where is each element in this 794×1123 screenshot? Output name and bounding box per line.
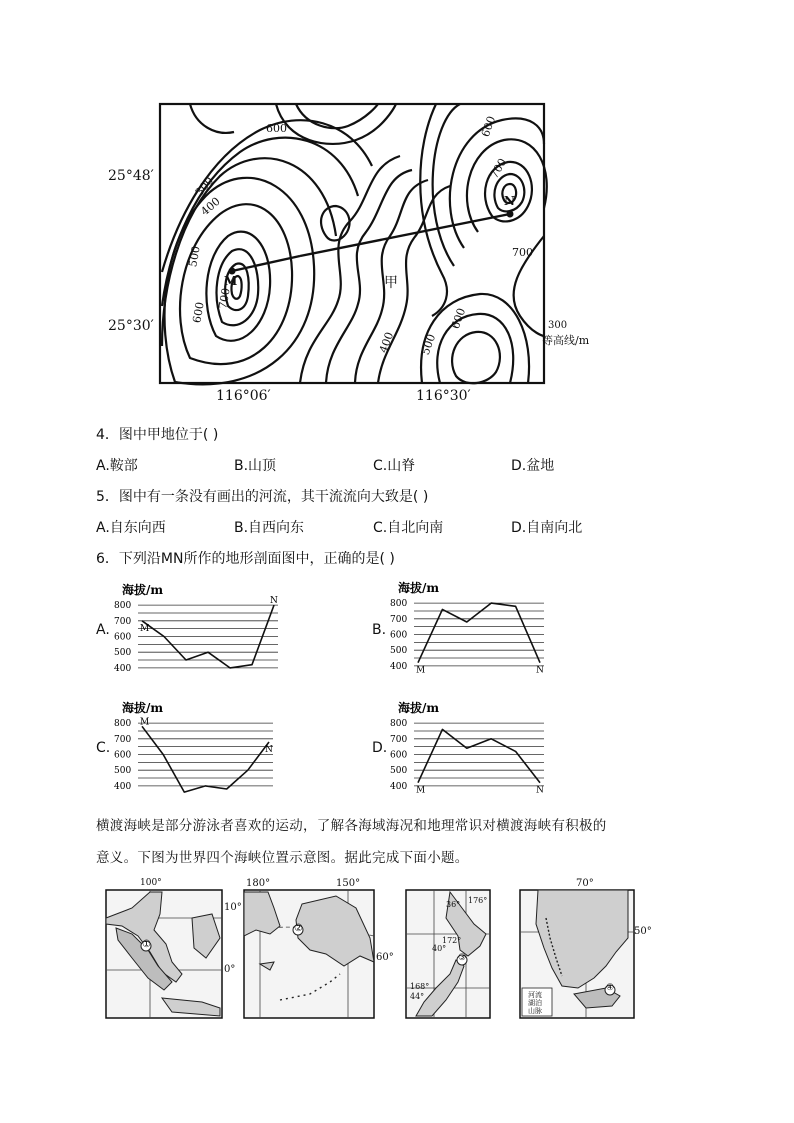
tick-label: 400 xyxy=(390,781,408,792)
tick-label: 600 xyxy=(390,750,408,761)
map1-lat-bottom: 0° xyxy=(224,964,236,975)
point-n-dot xyxy=(507,211,514,218)
tick-label: 700 xyxy=(390,734,408,745)
q6-option-b-label[interactable]: B. xyxy=(372,622,387,638)
map4-mark: ④ xyxy=(606,983,615,993)
map2-lat: 60° xyxy=(376,952,394,963)
contour-label-600-top: 600 xyxy=(266,122,287,135)
tick-label: 400 xyxy=(390,661,408,672)
lat-top-label: 25°48′ xyxy=(108,168,154,184)
map3-mark: ③ xyxy=(458,953,467,963)
question-5-stem: 5．图中有一条没有画出的河流，其干流流向大致是( ) xyxy=(96,489,429,505)
contour-label-600: 600 xyxy=(190,301,207,324)
map2-lon-left: 180° xyxy=(246,878,271,889)
profile-chart-c xyxy=(112,698,277,793)
profile_c-svg xyxy=(112,698,277,793)
q4-option-c[interactable]: C.山脊 xyxy=(373,458,416,474)
profile-chart-d xyxy=(388,698,548,793)
strait-map-3 xyxy=(402,878,502,1022)
legend-text: 等高线/m xyxy=(542,334,590,347)
tick-label: 800 xyxy=(114,601,132,612)
legend-value: 300 xyxy=(548,320,568,331)
point-m-label: M xyxy=(224,274,238,288)
contour-label-400: 400 xyxy=(198,194,223,219)
profile-chart-b xyxy=(388,578,548,673)
lon-right-label: 116°30′ xyxy=(416,388,471,404)
q5-option-a[interactable]: A.自东向西 xyxy=(96,520,166,536)
tick-label: 400 xyxy=(114,663,132,674)
contour-label-500-s: 500 xyxy=(418,332,439,357)
profile-m-label: M xyxy=(416,785,426,793)
profile-n-label: N xyxy=(536,665,544,673)
contour-label-300: 300 xyxy=(192,174,217,199)
map2-lon-right: 150° xyxy=(336,878,361,889)
map4-legend-river: 河流 xyxy=(528,991,542,999)
map1-lat-top: 10° xyxy=(224,902,242,913)
tick-label: 600 xyxy=(114,750,132,761)
profile-m-label: M xyxy=(416,665,426,673)
profile_a-svg xyxy=(112,580,282,675)
lon-left-label: 116°06′ xyxy=(216,388,271,404)
lat-bottom-label: 25°30′ xyxy=(108,318,154,334)
q6-option-a-label[interactable]: A. xyxy=(96,622,110,638)
profile-title: 海拔/m xyxy=(122,583,164,597)
place-jia-label: 甲 xyxy=(384,275,398,291)
tick-label: 700 xyxy=(114,734,132,745)
profile-n-label: N xyxy=(536,785,544,793)
tick-label: 700 xyxy=(114,616,132,627)
profile_b-svg xyxy=(388,578,548,673)
tick-label: 400 xyxy=(114,781,132,792)
q6-option-c-label[interactable]: C. xyxy=(96,740,111,756)
map4-lon: 70° xyxy=(576,878,594,889)
strait-map-1-svg xyxy=(102,878,242,1022)
question-6-stem: 6．下列沿MN所作的地形剖面图中，正确的是( ) xyxy=(96,551,395,567)
tick-label: 800 xyxy=(390,599,408,610)
tick-label: 800 xyxy=(390,719,408,730)
tick-label: 800 xyxy=(114,719,132,730)
profile-title: 海拔/m xyxy=(398,581,440,595)
contour-label-700-e: 700 xyxy=(512,246,533,259)
profile-n-label: N xyxy=(270,596,278,607)
profile-line xyxy=(418,603,540,663)
contour-map xyxy=(100,96,610,408)
contour-map-svg xyxy=(100,96,610,408)
tick-label: 500 xyxy=(114,648,132,659)
profile-title: 海拔/m xyxy=(398,701,440,715)
tick-label: 700 xyxy=(390,614,408,625)
strait-map-1 xyxy=(102,878,242,1022)
question-4-stem: 4．图中甲地位于( ) xyxy=(96,427,219,443)
strait-map-2-svg xyxy=(240,878,398,1022)
map3-lon-bottom: 168° xyxy=(410,982,430,991)
profile-line xyxy=(142,726,269,792)
contour-label-600-s: 600 xyxy=(448,306,469,331)
q4-option-b[interactable]: B.山顶 xyxy=(234,458,277,474)
q5-option-b[interactable]: B.自西向东 xyxy=(234,520,305,536)
point-n-label: N xyxy=(504,194,515,208)
profile-title: 海拔/m xyxy=(122,701,164,715)
profile-n-label: N xyxy=(265,744,273,755)
map4-legend-mountain: 山脉 xyxy=(528,1007,542,1015)
map3-lat-mid: 40° xyxy=(432,944,447,953)
strait-map-2 xyxy=(240,878,398,1022)
contour-label-500: 500 xyxy=(186,245,203,268)
map1-lon: 100° xyxy=(140,878,162,888)
map3-lon-mid: 172° xyxy=(442,936,462,945)
map4-legend-lake: 湖泊 xyxy=(528,999,542,1007)
map4-lat: 50° xyxy=(634,926,652,937)
profile-m-label: M xyxy=(140,623,150,634)
profile-line xyxy=(418,729,540,782)
contour-label-600-ne: 600 xyxy=(478,114,499,139)
q6-option-d-label[interactable]: D. xyxy=(372,740,388,756)
q4-option-d[interactable]: D.盆地 xyxy=(511,458,555,474)
profile_d-svg xyxy=(388,698,548,793)
passage-line-1: 横渡海峡是部分游泳者喜欢的运动，了解各海域海况和地理常识对横渡海峡有积极的 xyxy=(96,818,607,834)
map3-lat-top: 36° xyxy=(446,900,461,909)
contour-label-700-ne: 700 xyxy=(487,156,510,181)
passage-line-2: 意义。下图为世界四个海峡位置示意图。据此完成下面小题。 xyxy=(96,850,469,866)
map2-mark: ② xyxy=(294,923,303,934)
profile-m-label: M xyxy=(140,717,150,728)
tick-label: 500 xyxy=(114,766,132,777)
q4-option-a[interactable]: A.鞍部 xyxy=(96,458,138,474)
tick-label: 600 xyxy=(114,632,132,643)
map1-mark: ① xyxy=(142,939,151,950)
profile-chart-a xyxy=(112,580,282,675)
q5-option-d[interactable]: D.自南向北 xyxy=(511,520,583,536)
contour-label-700: 700 xyxy=(216,287,233,310)
tick-label: 500 xyxy=(390,766,408,777)
tick-label: 600 xyxy=(390,630,408,641)
contour-label-400-s: 400 xyxy=(376,330,397,355)
tick-label: 500 xyxy=(390,646,408,657)
map3-lat-bottom: 44° xyxy=(410,992,425,1001)
q5-option-c[interactable]: C.自北向南 xyxy=(373,520,444,536)
strait-map-4 xyxy=(516,878,656,1022)
map3-lon-top: 176° xyxy=(468,896,488,905)
